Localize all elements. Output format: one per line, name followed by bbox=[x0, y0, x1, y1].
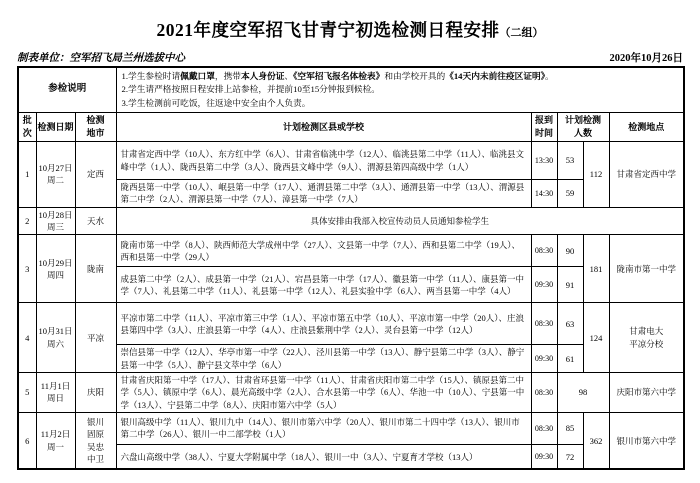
title-suffix: （二组） bbox=[499, 27, 544, 39]
header-batch: 批 次 bbox=[18, 113, 36, 142]
table-row bbox=[18, 412, 684, 444]
header-date: 检测日期 bbox=[36, 113, 75, 142]
location-cell: 银川市第六中学 bbox=[609, 412, 684, 469]
city-cell: 平凉 bbox=[75, 303, 116, 373]
location-cell: 陇南市第一中学 bbox=[609, 235, 684, 303]
header-planned-count: 计划检测 人数 bbox=[557, 113, 609, 142]
header-city: 检测 地市 bbox=[75, 113, 116, 142]
schools-cell: 崇信县第一中学（12人）、华亭市第一中学（22人）、泾川县第一中学（13人）、静宁县第二中学（3人）、静宁县第一中学（5人）、静宁县文萃中学（6人） bbox=[116, 345, 531, 373]
table-row bbox=[18, 235, 684, 267]
batch-cell: 6 bbox=[18, 412, 36, 469]
date-cell: 11月1日 周日 bbox=[36, 373, 75, 413]
note-line-3: 3.学生检测前可吃饭，往返途中安全由个人负责。 bbox=[121, 97, 311, 108]
session-count-cell: 91 bbox=[557, 267, 583, 303]
location-cell: 甘肃电大 平凉分校 bbox=[609, 303, 684, 373]
batch-cell: 5 bbox=[18, 373, 36, 413]
date-cell: 10月27日 周二 bbox=[36, 142, 75, 208]
header-checkin-time: 报到 时间 bbox=[531, 113, 557, 142]
session-count-cell: 72 bbox=[557, 444, 583, 469]
document-date: 2020年10月26日 bbox=[609, 52, 683, 64]
date-cell: 11月2日 周一 bbox=[36, 412, 75, 469]
checkin-time-cell: 08:30 bbox=[531, 373, 557, 413]
session-count-cell: 53 bbox=[557, 142, 583, 180]
schools-cell: 陇西县第一中学（10人）、岷县第一中学（17人）、通渭县第二中学（3人）、通渭县第一中学（13人）、渭源县第二中学（2人）、渭源县第一中学（7人）、漳县第一中学（7人） bbox=[116, 180, 531, 208]
schools-cell: 六盘山高级中学（38人）、宁夏大学附属中学（18人）、银川一中（3人）、宁夏育才学校（13人） bbox=[116, 444, 531, 469]
batch-total-cell: 181 bbox=[583, 235, 609, 303]
schools-cell: 银川高级中学（11人）、银川九中（14人）、银川市第六中学（20人）、银川市第二十四中学（13人）、银川市第二中学（26人）、银川一中二部学校（1人） bbox=[116, 412, 531, 444]
city-cell: 银川 固原 吴忠 中卫 bbox=[75, 412, 116, 469]
table-row bbox=[18, 207, 684, 235]
session-count-cell: 61 bbox=[557, 345, 583, 373]
city-cell: 定西 bbox=[75, 142, 116, 208]
table-row bbox=[18, 67, 684, 113]
batch-cell: 2 bbox=[18, 207, 36, 235]
date-cell: 10月28日 周三 bbox=[36, 207, 75, 235]
date-cell: 10月31日 周六 bbox=[36, 303, 75, 373]
batch-total-cell: 112 bbox=[583, 142, 609, 208]
checkin-time-cell: 08:30 bbox=[531, 235, 557, 267]
schools-cell: 陇南市第一中学（8人）、陕西师范大学成州中学（27人）、文县第一中学（7人）、西和县第二中学（19人）、西和县第一中学（29人） bbox=[116, 235, 531, 267]
table-header-row bbox=[18, 113, 684, 142]
location-cell: 甘肃省定西中学 bbox=[609, 142, 684, 208]
date-cell: 10月29日 周四 bbox=[36, 235, 75, 303]
meta-line bbox=[17, 50, 683, 65]
session-count-cell: 90 bbox=[557, 235, 583, 267]
checkin-time-cell: 09:30 bbox=[531, 444, 557, 469]
checkin-time-cell: 14:30 bbox=[531, 180, 557, 208]
batch-cell: 4 bbox=[18, 303, 36, 373]
city-cell: 天水 bbox=[75, 207, 116, 235]
schools-cell: 成县第二中学（2人）、成县第一中学（21人）、宕昌县第一中学（17人）、徽县第一中学（11人）、康县第一中学（7人）、礼县第二中学（11人）、礼县第一中学（12人）、礼县实验中学（6人）、两当县第一中学（4人） bbox=[116, 267, 531, 303]
schools-cell: 平凉市第二中学（11人）、平凉市第三中学（1人）、平凉市第五中学（10人）、平凉市第一中学（20人）、庄浪县第四中学（3人）、庄浪县第一中学（4人）、庄浪县紫荆中学（2人）、灵台县第一中学（12人） bbox=[116, 303, 531, 345]
session-count-cell: 85 bbox=[557, 412, 583, 444]
schools-cell: 甘肃省庆阳第一中学（17人）、甘肃省环县第一中学（11人）、甘肃省庆阳市第二中学（15人）、镇原县第二中学（5人）、镇原中学（6人）、晨光高级中学（2人）、合水县第一中学（6人）、华池一中（10人）、宁县第一中学（13人）、宁县第二中学（8人）、庆阳市第六中学（5人） bbox=[116, 373, 531, 413]
header-location: 检测地点 bbox=[609, 113, 684, 142]
checkin-time-cell: 13:30 bbox=[531, 142, 557, 180]
maker-unit: 制表单位：空军招飞局兰州选拔中心 bbox=[17, 52, 185, 64]
location-cell: 庆阳市第六中学 bbox=[609, 373, 684, 413]
city-cell: 庆阳 bbox=[75, 373, 116, 413]
session-count-cell: 59 bbox=[557, 180, 583, 208]
table-row bbox=[18, 303, 684, 345]
table-row bbox=[18, 373, 684, 413]
checkin-time-cell: 09:30 bbox=[531, 267, 557, 303]
batch-cell: 3 bbox=[18, 235, 36, 303]
notes-cell bbox=[116, 67, 684, 113]
schedule-table bbox=[17, 66, 685, 471]
table-row bbox=[18, 142, 684, 180]
batch-cell: 1 bbox=[18, 142, 36, 208]
session-count-cell: 63 bbox=[557, 303, 583, 345]
message-cell: 具体安排由我部入校宣传动员人员通知参检学生 bbox=[116, 207, 684, 235]
batch-total-cell: 362 bbox=[583, 412, 609, 469]
notes-label-cell: 参检说明 bbox=[18, 67, 116, 113]
checkin-time-cell: 08:30 bbox=[531, 303, 557, 345]
checkin-time-cell: 09:30 bbox=[531, 345, 557, 373]
note-line-2: 2.学生请严格按照日程安排上站参检，并提前10至15分钟报到候检。 bbox=[121, 84, 380, 95]
title-text: 2021年度空军招飞甘青宁初选检测日程安排 bbox=[156, 20, 500, 40]
schools-cell: 甘肃省定西中学（10人）、东方红中学（6人）、甘肃省临洮中学（12人）、临洮县第二中学（11人）、临洮县文峰中学（1人）、陇西县第二中学（3人）、陇西县文峰中学（9人）、渭源县第四高级中学（1人） bbox=[116, 142, 531, 180]
batch-total-cell: 124 bbox=[583, 303, 609, 373]
header-schools: 计划检测区县或学校 bbox=[116, 113, 531, 142]
checkin-time-cell: 08:30 bbox=[531, 412, 557, 444]
session-count-cell: 98 bbox=[557, 373, 609, 413]
page-title bbox=[0, 21, 700, 41]
city-cell: 陇南 bbox=[75, 235, 116, 303]
note-line-1: 1.学生参检时请佩戴口罩，携带本人身份证、《空军招飞报名体检表》和由学校开具的《14天内未前往疫区证明》。 bbox=[121, 70, 554, 81]
